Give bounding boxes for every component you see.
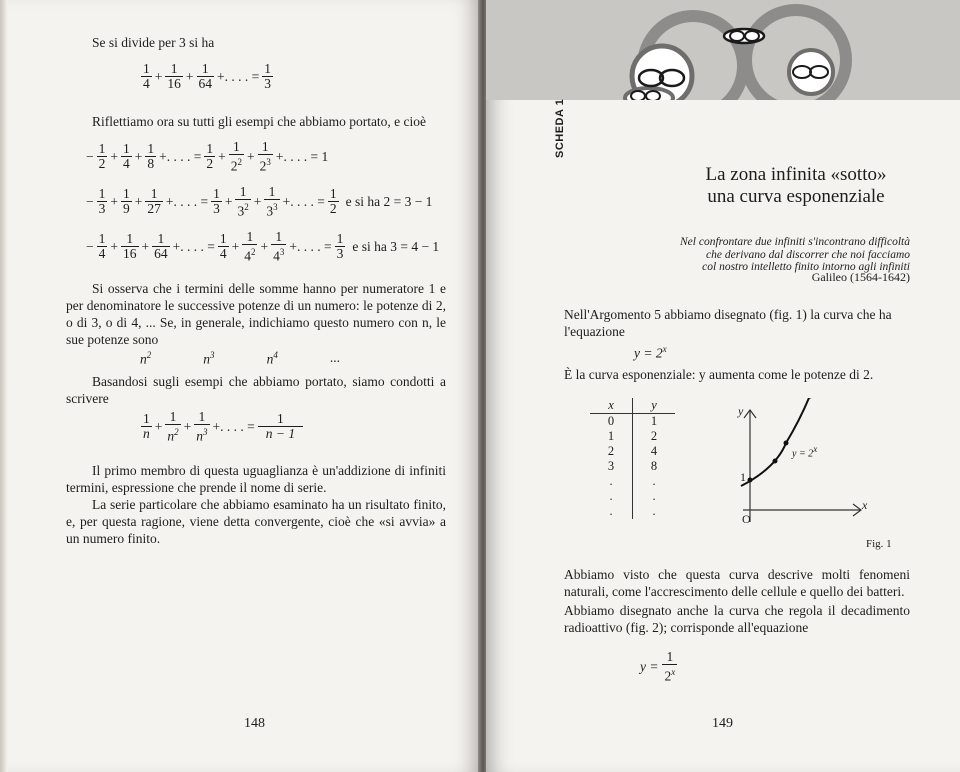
table-cell-y: 4: [650, 444, 658, 458]
title-line-1: La zona infinita «sotto»: [705, 164, 887, 185]
page-number-left: 148: [244, 716, 265, 731]
intro-text: Se si divide per 3 si ha: [92, 35, 215, 50]
page-edge: [0, 0, 8, 772]
paragraph-curve: È la curva esponenziale: y aumenta come le potenze di 2.: [564, 367, 874, 382]
graph-one-label: 1: [740, 470, 746, 484]
equation-exponential: $y = 2^x$: [634, 344, 667, 361]
table-cell-y: .: [652, 504, 656, 518]
paragraph-series: Il primo membro di questa uguaglianza è un'addizione di infiniti termini, espressione che prende il nome di serie.: [66, 463, 446, 495]
equation-powers-of-4: − $\frac{1}{4}$ + $\frac{1}{16}$ + $\frac{1}{64}$ +. . . . = $\frac{1}{4}$ + $\frac{1}{4^2}$ + $\frac{1}{4^3}$ +. . . . = $\frac{1}{3}$ e si ha 3 = 4 − 1: [86, 229, 440, 264]
equation-powers-of-2: − $\frac{1}{2}$ + $\frac{1}{4}$ + $\frac{1}{8}$ +. . . . = $\frac{1}{2}$ + $\frac{1}{2^2}$ + $\frac{1}{2^3}$ +. . . . = 1: [86, 139, 329, 174]
equation-decay: y = $\frac{1}{2^x}$: [640, 649, 676, 684]
table-cell-x: 3: [590, 459, 633, 474]
reflect-text: Riflettiamo ora su tutti gli esempi che abbiamo portato, e cioè: [92, 114, 427, 129]
powers-list: $n^2$ $n^3$ $n^4$ ...: [140, 350, 340, 367]
paragraph-convergent: La serie particolare che abbiamo esaminato ha un risultato finito, e, per questa ragione, viene detta convergente, cioè che «si avvia» a un numero finito.: [66, 497, 446, 546]
table-cell-x: .: [590, 504, 633, 519]
table-cell-x: 2: [590, 444, 633, 459]
table-row: [590, 504, 675, 519]
table-cell-y: 8: [650, 459, 658, 473]
title-line-2: una curva esponenziale: [707, 186, 885, 207]
graph-origin-label: O: [742, 512, 751, 526]
equation-powers-of-3: − $\frac{1}{3}$ + $\frac{1}{9}$ + $\frac{1}{27}$ +. . . . = $\frac{1}{3}$ + $\frac{1}{3^2}$ + $\frac{1}{3^3}$ +. . . . = $\frac{1}{2}$ e si ha 2 = 3 − 1: [86, 184, 433, 219]
graph-y-label: y: [738, 404, 744, 418]
equation-general-series: $\frac{1}{n}$ + $\frac{1}{n^2}$ + $\frac{1}{n^3}$ +. . . . = $\frac{1}{n - 1}$: [140, 410, 304, 444]
table-row: [590, 444, 675, 459]
rings-illustration: [486, 0, 960, 100]
paragraph-argomento: Nell'Argomento 5 abbiamo disegnato (fig. 1) la curva che ha l'equazione: [564, 307, 892, 339]
table-cell-y: 2: [650, 429, 658, 443]
table-row: [590, 429, 675, 444]
table-cell-x: 0: [590, 414, 633, 430]
exponential-graph: [731, 398, 867, 528]
scheda-label: SCHEDA 1: [554, 98, 566, 158]
galileo-quote: Nel confrontare due infiniti s'incontrano difficoltà che derivano dal discorrer che noi facciamo col nostro intelletto finito intorno agli infiniti: [680, 236, 910, 273]
table-row: [590, 414, 675, 430]
table-row: [590, 459, 675, 474]
xy-table: x y 0 1 1 2 2 4 3 8 . . . . . .: [590, 398, 675, 519]
fig-caption: Fig. 1: [866, 538, 892, 550]
table-row: [590, 474, 675, 489]
graph-curve-label: $y = 2^x$: [792, 444, 818, 460]
table-cell-x: .: [590, 489, 633, 504]
scheda-title: [666, 164, 926, 208]
table-cell-y: 1: [650, 414, 658, 428]
table-row: [590, 489, 675, 504]
header-banner: [486, 0, 960, 100]
equation-divide-by-3: $\frac{1}{4}$ + $\frac{1}{16}$ + $\frac{1}{64}$ +. . . . = $\frac{1}{3}$: [143, 61, 271, 91]
table-cell-x: 1: [590, 429, 633, 444]
paragraph-phenomena: Abbiamo visto che questa curva descrive molti fenomeni naturali, come l'accrescimento delle cellule e quello dei batteri.: [564, 567, 910, 599]
paragraph-decay: Abbiamo disegnato anche la curva che regola il decadimento radioattivo (fig. 2); corrisponde all'equazione: [564, 603, 910, 635]
table-cell-x: .: [590, 474, 633, 489]
table-cell-y: .: [652, 489, 656, 503]
paragraph-examples: Basandosi sugli esempi che abbiamo portato, siamo condotti a scrivere: [66, 374, 446, 406]
graph-x-label: x: [862, 498, 868, 512]
table-cell-y: .: [652, 474, 656, 488]
quote-author: Galileo (1564-1642): [811, 270, 910, 284]
page-number-right: 149: [712, 716, 733, 731]
paragraph-terms: Si osserva che i termini delle somme hanno per numeratore 1 e per denominatore le successive potenze di un numero: le potenze di 2, o di 3, o di 4, ... Se, in generale, indichiamo questo numero con n, le sue potenze sono: [66, 281, 446, 347]
